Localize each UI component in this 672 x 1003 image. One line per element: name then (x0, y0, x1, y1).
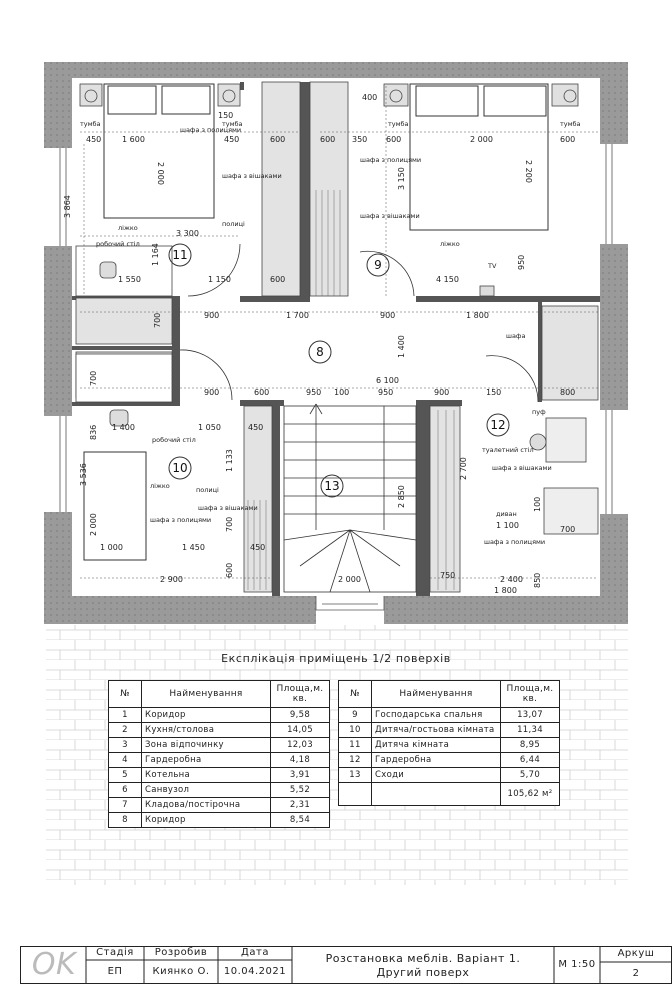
dimension: 3 536 (79, 463, 88, 486)
dimension: 6 100 (376, 376, 399, 385)
dimension: 450 (224, 135, 240, 144)
dimension: 100 (334, 388, 350, 397)
dimension: 700 (89, 370, 98, 386)
sheet-header: Аркуш (617, 948, 655, 959)
scale: М 1:50 (558, 959, 596, 970)
sheet-title-line1: Розстановка меблів. Варіант 1. (325, 952, 521, 965)
dimension: 836 (89, 424, 98, 440)
dimension: 900 (380, 311, 396, 320)
table-row: 10 Дитяча/гостьова кімната 11,34 (339, 723, 560, 738)
total-area: 105,62 м² (501, 783, 560, 806)
dimension: 2 000 (338, 575, 361, 584)
sheet-number: 2 (632, 968, 640, 979)
furniture-label: ліжко (118, 224, 138, 232)
dimension: 1 150 (208, 275, 231, 284)
furniture-label: туалетний стіл (482, 446, 534, 454)
room-number: 9 (374, 258, 382, 272)
header-no: № (109, 681, 142, 708)
dimension: 1 450 (182, 543, 205, 552)
dimension: 800 (560, 388, 576, 397)
dimension: 3 300 (176, 229, 199, 238)
date-header: Дата (241, 947, 269, 958)
dimension: 2 000 (470, 135, 493, 144)
dimension: 4 150 (436, 275, 459, 284)
furniture-label: шафа (506, 332, 526, 340)
dimension: 1 400 (112, 423, 135, 432)
table-row (339, 783, 560, 806)
header-name: Найменування (372, 681, 501, 708)
dimension: 400 (362, 93, 378, 102)
dimension: 2 000 (89, 513, 98, 536)
explication-title: Експлікація приміщень 1/2 поверхів (221, 652, 451, 665)
dimension: 950 (517, 254, 526, 270)
table-row: 2 Кухня/столова 14,05 (109, 723, 330, 738)
dimension: 600 (225, 562, 234, 578)
doors (180, 244, 538, 402)
dimension: 600 (320, 135, 336, 144)
table-row: 5 Котельна 3,91 (109, 768, 330, 783)
table-row: 1 Коридор 9,58 (109, 708, 330, 723)
furniture-label: шафа з полицями (360, 156, 422, 164)
dimension: 900 (434, 388, 450, 397)
dimension: 850 (533, 572, 542, 588)
furniture-label: шафа з полицями (150, 516, 212, 524)
dimension: 450 (250, 543, 266, 552)
explication-table-left (108, 680, 330, 828)
dimension: 3 150 (397, 167, 406, 190)
dimension: 150 (486, 388, 502, 397)
dimension: 600 (270, 275, 286, 284)
room-number: 13 (324, 479, 340, 493)
sheet-title-line2: Другий поверх (376, 966, 470, 979)
dimension: 950 (378, 388, 394, 397)
furniture-label: TV (488, 262, 497, 270)
furniture-label: тумба (388, 120, 409, 128)
dimension: 1 050 (198, 423, 221, 432)
room-number: 8 (316, 345, 324, 359)
dimension: 1 164 (151, 243, 160, 266)
dimension: 450 (248, 423, 264, 432)
header-no: № (339, 681, 372, 708)
furniture-label: пуф (532, 408, 546, 416)
furniture-label: шафа з полицями (180, 126, 242, 134)
dimension: 700 (153, 312, 162, 328)
explication-table-right (338, 680, 560, 806)
dimension: 1 000 (100, 543, 123, 552)
dimension: 600 (560, 135, 576, 144)
table-row: 13 Сходи 5,70 (339, 768, 560, 783)
dimension: 1 100 (496, 521, 519, 530)
room-number: 12 (490, 418, 506, 432)
dimension: 100 (533, 496, 542, 512)
dimension: 600 (386, 135, 402, 144)
furniture-label: шафа з вішаками (492, 464, 552, 472)
dimension: 1 400 (397, 335, 406, 358)
furniture-label: робочий стіл (152, 436, 196, 444)
dimension: 1 133 (225, 449, 234, 472)
dimension: 1 800 (494, 586, 517, 595)
stage-header: Стадія (96, 947, 134, 958)
table-row: 7 Кладова/постірочна 2,31 (109, 798, 330, 813)
table-row: 12 Гардеробна 6,44 (339, 753, 560, 768)
furniture-label: диван (496, 510, 517, 518)
title-block (20, 946, 672, 984)
table-row: 11 Дитяча кімната 8,95 (339, 738, 560, 753)
date-value: 10.04.2021 (223, 966, 287, 977)
dimension: 700 (560, 525, 576, 534)
dimension: 1 700 (286, 311, 309, 320)
developer-header: Розробив (154, 947, 208, 958)
room-number: 10 (172, 461, 188, 475)
table-row: 8 Коридор 8,54 (109, 813, 330, 828)
table-row: 3 Зона відпочинку 12,03 (109, 738, 330, 753)
table-row: 4 Гардеробна 4,18 (109, 753, 330, 768)
stage-value: ЕП (107, 966, 123, 977)
dimension: 350 (352, 135, 368, 144)
header-area: Площа,м. кв. (501, 681, 560, 708)
dimension: 1 550 (118, 275, 141, 284)
logo: OK (31, 947, 77, 982)
furniture-label: тумба (80, 120, 101, 128)
dimension: 700 (225, 516, 234, 532)
furniture-label: тумба (560, 120, 581, 128)
header-name: Найменування (142, 681, 271, 708)
developer-value: Киянко О. (152, 966, 210, 977)
dimension: 600 (270, 135, 286, 144)
dimension: 900 (204, 388, 220, 397)
furniture-label: шафа з вішаками (222, 172, 282, 180)
furniture-label: ліжко (150, 482, 170, 490)
dimension: 3 864 (63, 195, 72, 218)
furniture-label: тумба (222, 120, 243, 128)
dimension: 600 (254, 388, 270, 397)
furniture-label: ліжко (440, 240, 460, 248)
table-row: 9 Господарська спальня 13,07 (339, 708, 560, 723)
furniture-label: полиці (196, 486, 219, 494)
dimension: 950 (306, 388, 322, 397)
furniture-label: робочий стіл (96, 240, 140, 248)
dimension: 150 (218, 111, 234, 120)
furniture-label: шафа з полицями (484, 538, 546, 546)
dimension: 2 850 (397, 485, 406, 508)
dimension: 1 600 (122, 135, 145, 144)
dimension: 2 900 (160, 575, 183, 584)
dimension: 2 400 (500, 575, 523, 584)
header-area: Площа,м. кв. (271, 681, 330, 708)
furniture-label: полиці (222, 220, 245, 228)
dimension: 450 (86, 135, 102, 144)
dimension: 2 700 (459, 457, 468, 480)
dimension: 750 (440, 571, 456, 580)
dimension: 2 200 (524, 160, 533, 183)
table-row: 6 Санвузол 5,52 (109, 783, 330, 798)
dimension: 900 (204, 311, 220, 320)
room-number: 11 (172, 248, 188, 262)
dimension: 2 000 (156, 162, 165, 185)
furniture-label: шафа з вішаками (360, 212, 420, 220)
dimension: 1 800 (466, 311, 489, 320)
furniture-label: шафа з вішаками (198, 504, 258, 512)
